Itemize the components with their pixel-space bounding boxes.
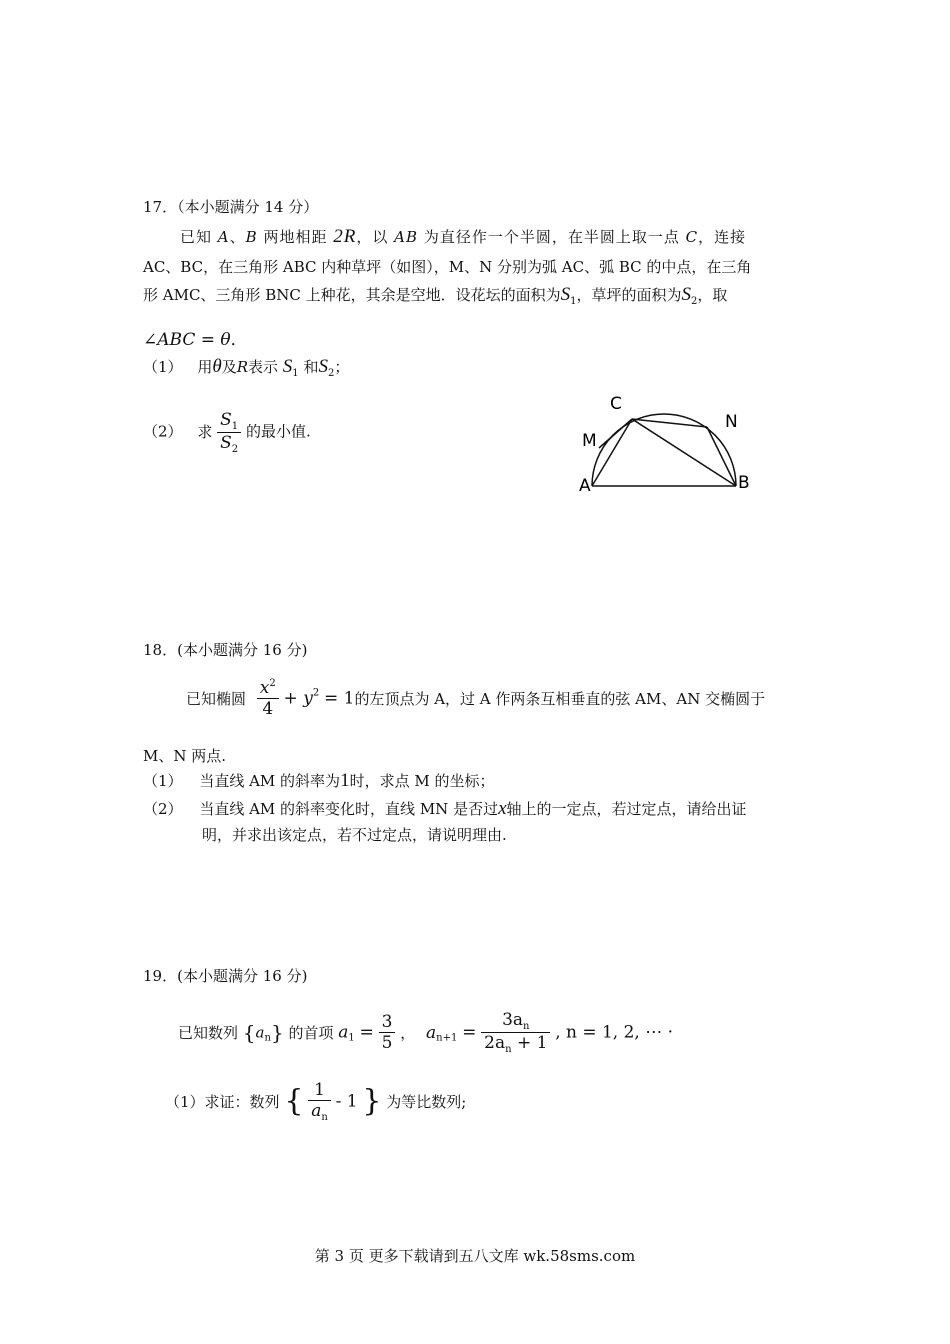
- segment-mc: [599, 419, 632, 448]
- q17-line2: AC、BC，在三角形 ABC 内种草坪（如图），M、N 分别为弧 AC、弧 BC 的中点，在三角: [143, 258, 752, 276]
- q19-header: 19．(本小题满分 16 分): [143, 967, 308, 985]
- q18-part1: （1） 当直线 AM 的斜率为1时，求点 M 的坐标；: [143, 770, 495, 791]
- x2-over-4: $\frac{x^2}{4}$: [257, 678, 279, 719]
- q17-header: 17．（本小题满分 14 分）: [143, 198, 319, 216]
- q18-part2-cont: 明，并求出该定点，若不过定点，请说明理由.: [202, 826, 507, 844]
- segment-ac: [592, 419, 632, 486]
- q17-part2: （2） 求 $\frac{S_1}{S_2}$ 的最小值.: [143, 410, 311, 455]
- label-n: N: [725, 412, 738, 432]
- q19-part1: （1）求证：数列 { $\frac{1}{a_n}$ - 1 } 为等比数列;: [165, 1080, 467, 1123]
- label-b: B: [738, 473, 750, 493]
- one-over-an: $\frac{1}{a_n}$: [308, 1080, 331, 1123]
- label-a: A: [579, 476, 591, 496]
- label-c: C: [610, 394, 622, 414]
- q18-header: 18．(本小题满分 16 分): [143, 641, 308, 659]
- q18-line2: M、N 两点.: [143, 747, 227, 765]
- q17-line3: 形 AMC、三角形 BNC 上种花，其余是空地．设花坛的面积为$S_1$，草坪的面积为$S_2$，取: [143, 284, 728, 307]
- label-m: M: [582, 431, 597, 451]
- two-r: 2R: [333, 226, 357, 247]
- q17-line1: 已知 A、B 两地相距 2R，以 AB 为直径作一个半圆，在半圆上取一点 C，连接: [180, 226, 747, 247]
- three-fifths: $\frac{3}{5}$: [379, 1012, 396, 1053]
- recurrence-fraction: $\frac{3a_n}{2a_n + 1}$: [481, 1010, 550, 1055]
- q19-line1: 已知数列 $\{a_n\}$ 的首项 $a_1$ = $\frac{3}{5}$ ， $a_{n+1}$ = $\frac{3a_n}{2a_n + 1}$ , n = 1, 2, ⋯ ·: [178, 1010, 674, 1055]
- segment-bc: [632, 419, 736, 486]
- q17-angle: ∠ABC = θ．: [143, 330, 248, 350]
- page-footer: 第 3 页 更多下载请到五八文库 wk.58sms.com: [314, 1247, 636, 1265]
- q18-line1: 已知椭圆 $\frac{x^2}{4}$ + $y^2 = 1$的左顶点为 A，过 A 作两条互相垂直的弦 AM、AN 交椭圆于: [186, 678, 766, 719]
- q17-part1: （1） 用θ及R表示 $S_1$ 和$S_2$；: [143, 356, 350, 379]
- q18-part2: （2） 当直线 AM 的斜率变化时，直线 MN 是否过x轴上的一定点，若过定点，请给出证: [143, 798, 747, 819]
- s1-over-s2: $\frac{S_1}{S_2}$: [217, 410, 241, 455]
- semicircle-figure: [570, 385, 770, 500]
